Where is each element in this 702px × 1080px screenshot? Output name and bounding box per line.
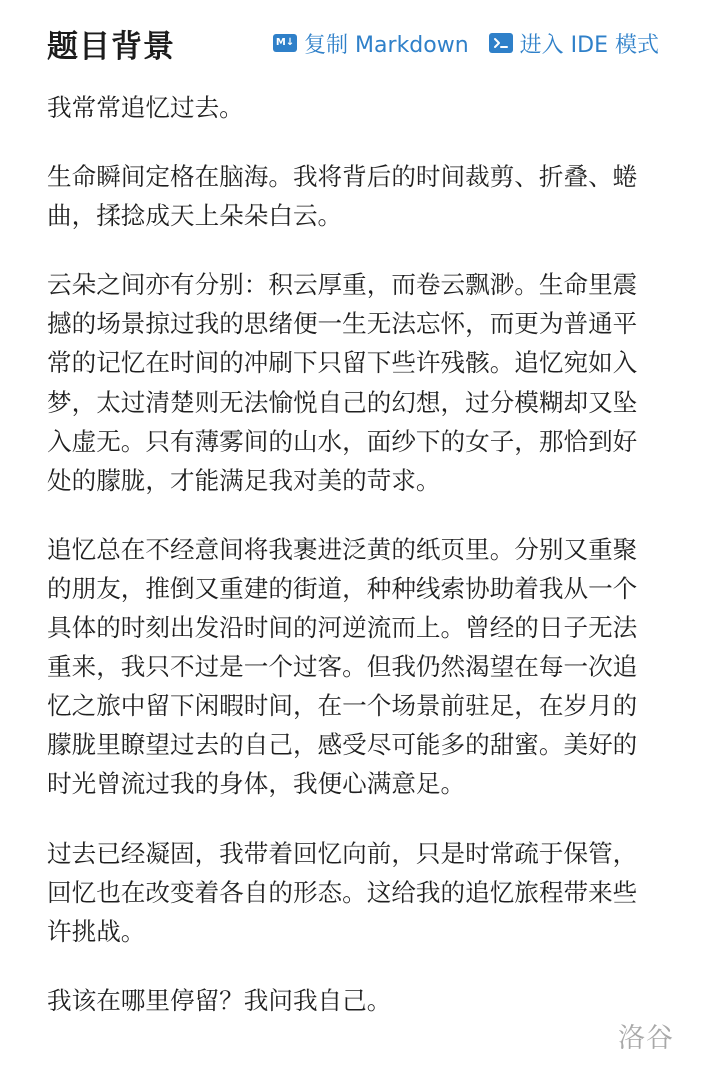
paragraph-1: 我常常追忆过去。 xyxy=(47,93,244,122)
section-header xyxy=(47,18,659,68)
paragraph-2: 生命瞬间定格在脑海。我将背后的时间裁剪、折叠、蜷曲，揉捻成天上朵朵白云。 xyxy=(47,162,638,231)
terminal-icon xyxy=(489,33,513,53)
paragraph-5: 过去已经凝固，我带着回忆向前，只是时常疏于保管，回忆也在改变着各自的形态。这给我的追忆旅程带来些许挑战。 xyxy=(47,838,638,946)
enter-ide-label: 进入 IDE 模式 xyxy=(519,32,659,58)
paragraph-6: 我该在哪里停留？我问我自己。 xyxy=(47,985,392,1015)
enter-ide-button[interactable] xyxy=(489,28,659,59)
copy-markdown-button[interactable] xyxy=(273,28,469,59)
watermark-text: 洛谷 xyxy=(618,1023,674,1054)
problem-background-content xyxy=(47,88,657,1050)
header-actions xyxy=(273,28,659,59)
paragraph-3: 云朵之间亦有分别：积云厚重，而卷云飘渺。生命里震撼的场景掠过我的思绪便一生无法忘怀，而更为普通平常的记忆在时间的冲刷下只留下些许残骸。追忆宛如入梦，太过清楚则无法愉悦自己的幻想，过分模糊却又坠入虚无。只有薄雾间的山水，面纱下的女子，那恰到好处的朦胧，才能满足我对美的苛求。 xyxy=(47,270,638,495)
copy-markdown-label: 复制 Markdown xyxy=(304,32,469,58)
paragraph-4: 追忆总在不经意间将我裹进泛黄的纸页里。分别又重聚的朋友，推倒又重建的街道，种种线索协助着我从一个具体的时刻出发沿时间的河逆流而上。曾经的日子无法重来，我只不过是一个过客。但我仍然渴望在每一次追忆之旅中留下闲暇时间，在一个场景前驻足，在岁月的朦胧里瞭望过去的自己，感受尽可能多的甜蜜。美好的时光曾流过我的身体，我便心满意足。 xyxy=(47,534,638,799)
markdown-icon: M↓ xyxy=(273,34,297,52)
page-title: 题目背景 xyxy=(47,28,175,65)
